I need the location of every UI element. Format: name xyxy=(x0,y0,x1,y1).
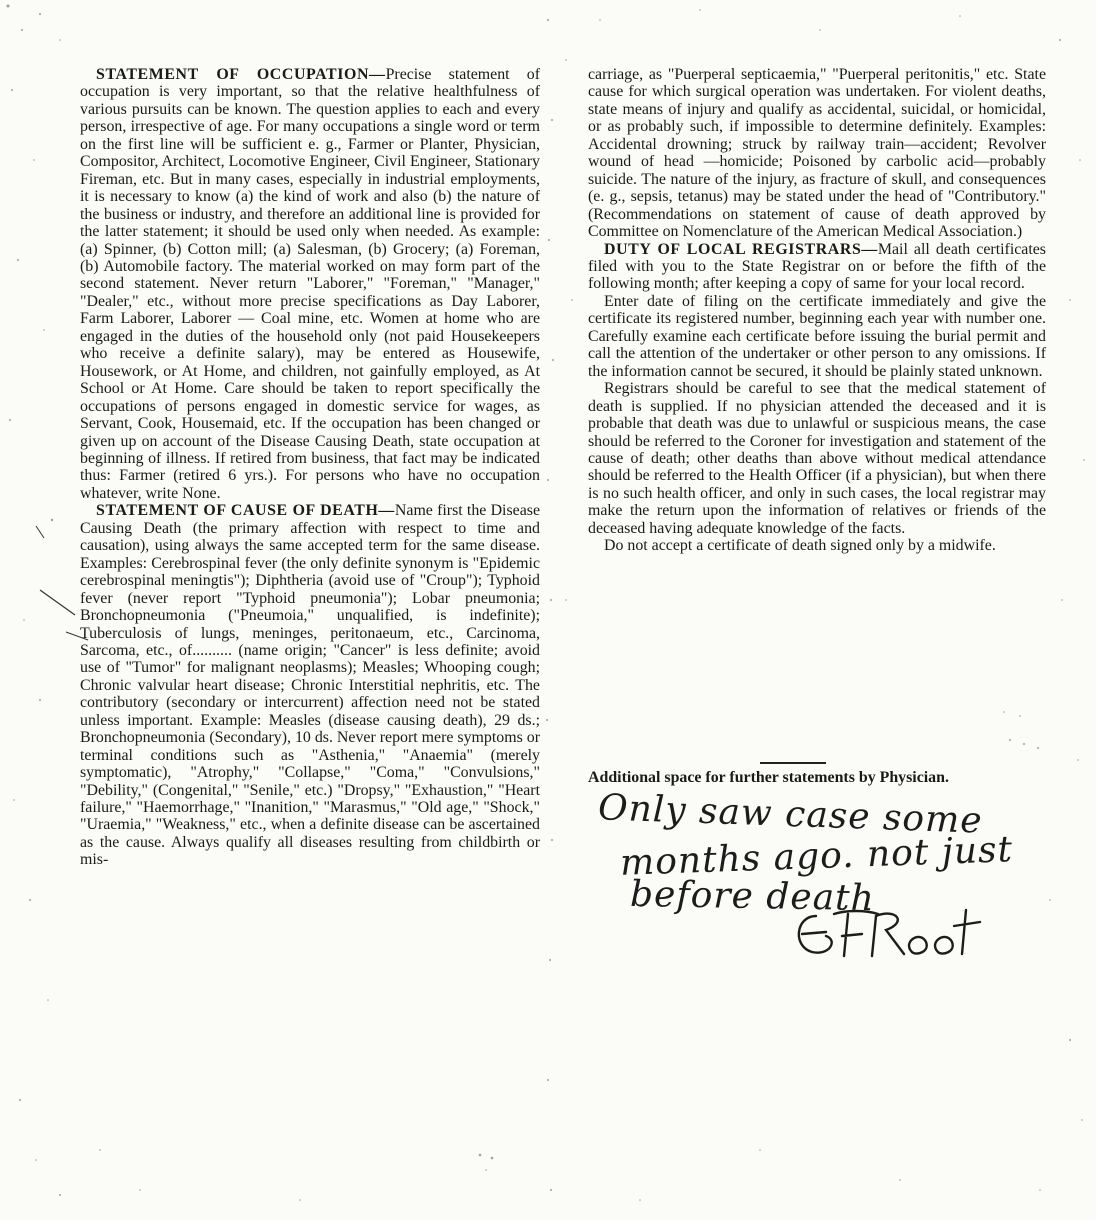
right-column xyxy=(588,66,1046,555)
occupation-paragraph xyxy=(80,66,540,502)
left-column xyxy=(80,66,540,869)
occupation-body: Precise statement of occupation is very important, so that the relative healthfulness of various pursuits can be known. The question applies to each and every person, irrespective of age. For many occupations a single word or term on the first line will be sufficient e. g., Farmer or Planter, Physician, Compositor, Architect, Locomotive Engineer, Civil Engineer, Stationary Fireman, etc. But in many cases, especially in industrial employments, it is necessary to know (a) the kind of work and also (b) the nature of the business or industry, and therefore an additional line is provided for the latter statement; it should be used only when needed. As example: (a) Spinner, (b) Cotton mill; (a) Salesman, (b) Grocery; (a) Foreman, (b) Automobile factory. The material worked on may form part of the second statement. Never return "Laborer," "Foreman," "Manager," "Dealer," etc., without more precise specifications as Day Laborer, Farm Laborer, Laborer — Coal mine, etc. Women at home who are engaged in the duties of the household only (not paid Housekeepers who receive a definite salary), may be entered as Housewife, Housework, or At Home, and children, not gainfully employed, as At School or At Home. Care should be taken to report specifically the occupations of persons engaged in domestic service for wages, as Servant, Cook, Housemaid, etc. If the occupation has been changed or given up on account of the Disease Causing Death, state occupation at beginning of illness. If retired from business, that fact may be indicated thus: Farmer (retired 6 yrs.). For persons who have no occupation whatever, write None. xyxy=(80,66,541,502)
cause-of-death-paragraph xyxy=(80,502,540,869)
handwriting-line-1: Only saw case some xyxy=(597,787,984,842)
medical-statement-body: Registrars should be careful to see that the medical statement of death is supplied. If no physician attended the deceased and it is probable that death was due to unlawful or suspicious means, the case should be referred to the Coroner for investigation and statement of the cause of death; other deaths than above without medical attendance should be referred to the Health Officer (if a physician), but when there is no such health officer, and only in such cases, the local registrar may make the return upon the information of relatives or friends of the deceased having adequate knowledge of the facts. xyxy=(588,380,1046,537)
filing-body: Enter date of filing on the certificate immediately and give the certificate its registered number, beginning each year with number one. Carefully examine each certificate before issuing the burial permit and call the attention of the undertaker or other person to any omissions. If the information cannot be secured, it should be plainly stated unknown. xyxy=(588,292,1046,380)
handwriting-line-2: months ago. not just xyxy=(619,829,1014,884)
physician-signature xyxy=(786,896,986,966)
midwife-body: Do not accept a certificate of death signed only by a midwife. xyxy=(604,537,996,555)
registrars-body: Mail all death certificates filed with you to the State Registrar on or before the fifth of the following month; after keeping a copy of same for your local record. xyxy=(588,240,1046,293)
additional-space-label: Additional space for further statements by Physician. xyxy=(588,769,949,786)
cause-of-death-heading: STATEMENT OF CAUSE OF DEATH— xyxy=(96,502,395,520)
filing-paragraph xyxy=(588,293,1046,380)
registrars-heading: DUTY OF LOCAL REGISTRARS— xyxy=(604,240,878,258)
medical-statement-paragraph xyxy=(588,380,1046,537)
cause-continuation-paragraph xyxy=(588,66,1046,241)
cause-of-death-body: Name first the Disease Causing Death (the primary affection with respect to time and causation), using always the same accepted term for the same disease. Examples: Cerebrospinal fever (the only definite synonym is "Epidemic cerebrospinal meningtis"); Diphtheria (avoid use of "Croup"); Typhoid fever (never report "Typhoid pneumonia"); Lobar pneumonia; Bronchopneumonia ("Pneumoia," unqualified, is indefinite); Tuberculosis of lungs, meninges, peritonaeum, etc., Carcinoma, Sarcoma, etc., of.......... (name origin; "Cancer" is less definite; avoid use of "Tumor" for malignant neoplasms); Measles; Whooping cough; Chronic valvular heart disease; Chronic Interstitial nephritis, etc. The contributory (secondary or intercurrent) affection need not be stated unless important. Example: Measles (disease causing death), 29 ds.; Bronchopneumonia (Secondary), 10 ds. Never report mere symptoms or terminal conditions such as "Asthenia," "Anaemia" (merely symptomatic), "Atrophy," "Collapse," "Coma," "Convulsions," "Debility," (Congenital," "Senile," etc.) "Dropsy," "Exhaustion," "Heart failure," "Haemorrhage," "Inanition," "Marasmus," "Old age," "Shock," "Uraemia," "Weakness," etc., when a definite disease can be ascertained as the cause. Always qualify all diseases resulting from childbirth or mis- xyxy=(80,502,540,869)
midwife-paragraph xyxy=(588,537,1046,554)
section-divider xyxy=(760,762,826,764)
registrars-paragraph xyxy=(588,241,1046,293)
handwriting-line-3: before death xyxy=(629,873,876,920)
occupation-heading: STATEMENT OF OCCUPATION— xyxy=(96,66,386,83)
physician-handwritten-note xyxy=(590,786,1070,966)
cause-continuation-body: carriage, as "Puerperal septicaemia," "Puerperal peritonitis," etc. State cause for which surgical operation was undertaken. For violent deaths, state means of injury and qualify as accidental, suicidal, or homicidal, or as probably such, if impossible to determine definitely. Examples: Accidental drowning; struck by railway train—accident; Revolver wound of head —homicide; Poisoned by carbolic acid—probably suicide. The nature of the injury, as fracture of skull, and consequences (e. g., sepsis, tetanus) may be stated under the head of "Contributory." (Recommendations on statement of cause of death approved by Committee on Nomenclature of the American Medical Association.) xyxy=(588,66,1046,241)
